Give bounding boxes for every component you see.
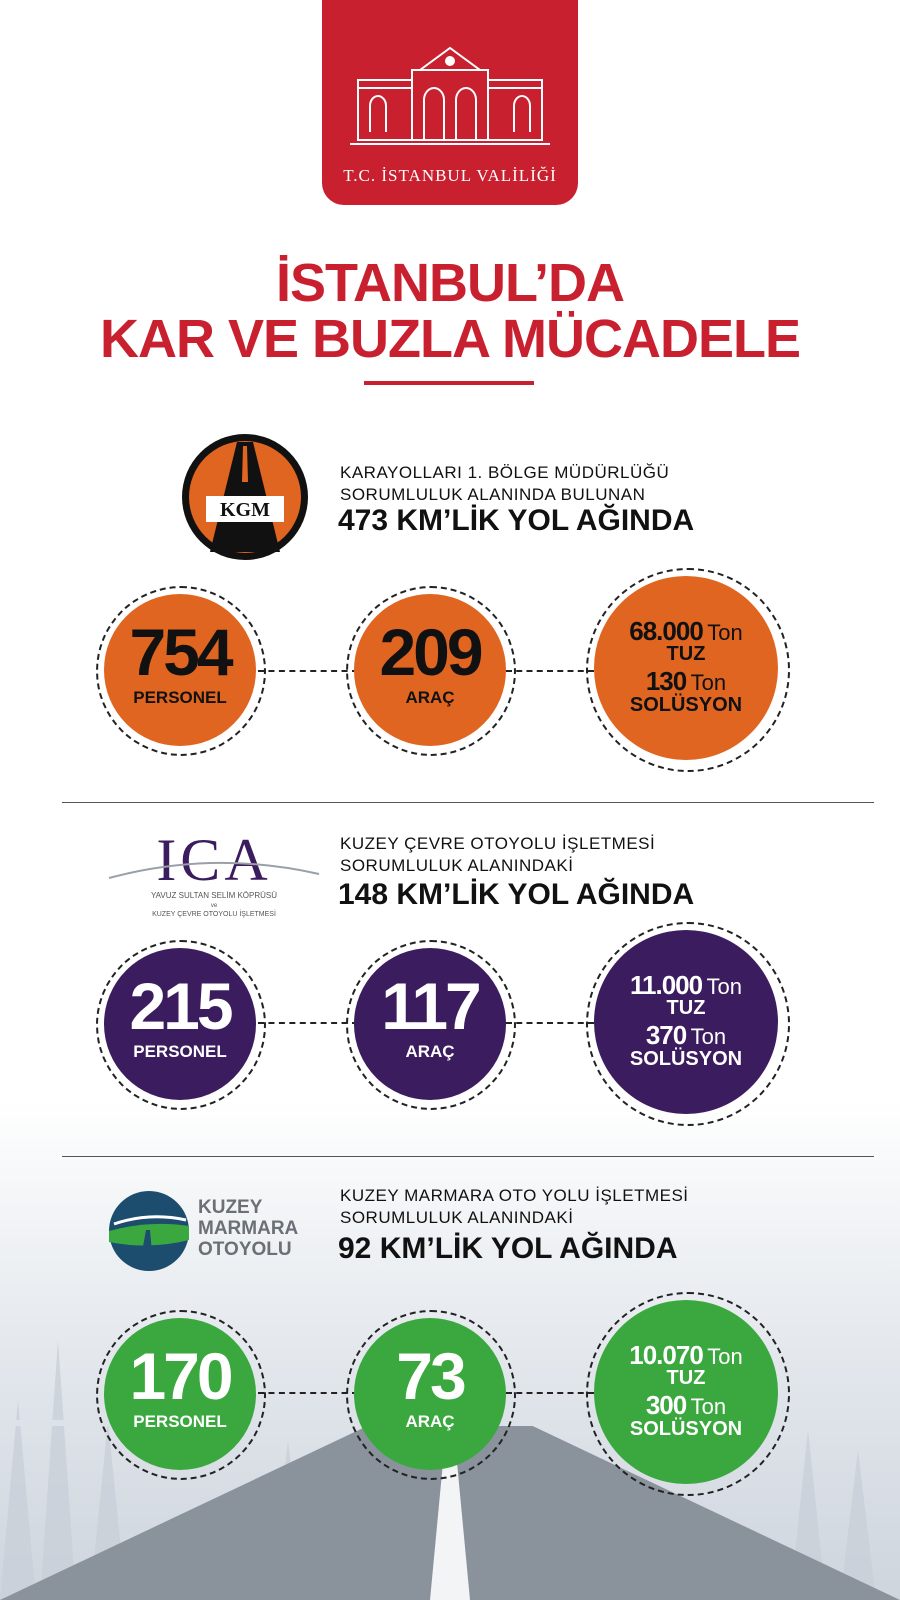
section3-connector-1 xyxy=(258,1392,358,1394)
section3-vehicles-value: 73 xyxy=(396,1339,464,1413)
section1-vehicles-circle xyxy=(354,594,506,746)
section2-vehicles-label: ARAÇ xyxy=(405,1042,455,1061)
section1-salt-value: 68.000 xyxy=(629,616,703,646)
kmo-logo-icon xyxy=(108,1190,308,1272)
section3-personnel-circle xyxy=(104,1318,256,1470)
ica-logo-sub3: KUZEY ÇEVRE OTOYOLU İŞLETMESİ xyxy=(152,911,276,918)
section1-vehicles-value: 209 xyxy=(379,615,481,689)
section2-solution-label: SOLÜSYON xyxy=(629,1048,743,1070)
kgm-logo-text: KGM xyxy=(220,499,270,521)
section1-solution-label: SOLÜSYON xyxy=(629,694,743,716)
section2-salt-label: TUZ xyxy=(666,997,706,1019)
section2-materials-circle xyxy=(594,930,778,1114)
section2-solution-line xyxy=(594,1020,778,1051)
governorship-badge xyxy=(322,0,578,205)
section1-org-line2: SORUMLULUK ALANINDA BULUNAN xyxy=(340,485,646,504)
section1-personnel-value: 754 xyxy=(129,615,231,689)
section2-salt-unit: Ton xyxy=(706,974,743,999)
section1-solution-value: 130 xyxy=(645,666,687,696)
section2-solution-unit: Ton xyxy=(690,1024,727,1049)
section3-vehicles-label: ARAÇ xyxy=(405,1412,455,1431)
section3-personnel-value: 170 xyxy=(129,1339,231,1413)
section2-connector-1 xyxy=(258,1022,358,1024)
section-divider xyxy=(62,1156,874,1157)
section1-solution-unit: Ton xyxy=(690,670,727,695)
section3-materials-circle xyxy=(594,1300,778,1484)
section2-org-line2: SORUMLULUK ALANINDAKİ xyxy=(340,856,574,875)
section3-org-line2: SORUMLULUK ALANINDAKİ xyxy=(340,1208,574,1227)
section2-connector-2 xyxy=(506,1022,594,1024)
section2-personnel-circle xyxy=(104,948,256,1100)
ica-logo-sub2: ve xyxy=(210,903,218,909)
section1-solution-line xyxy=(594,666,778,697)
section2-vehicles-value: 117 xyxy=(381,969,479,1043)
section3-solution-line xyxy=(594,1390,778,1421)
section3-vehicles-circle xyxy=(354,1318,506,1470)
section2-org-line1: KUZEY ÇEVRE OTOYOLU İŞLETMESİ xyxy=(340,834,656,853)
section1-connector-2 xyxy=(506,670,594,672)
section3-solution-label: SOLÜSYON xyxy=(629,1418,743,1440)
section2-salt-value: 11.000 xyxy=(629,970,703,1000)
ica-logo-text: ICA xyxy=(156,830,272,893)
section2-personnel-label: PERSONEL xyxy=(133,1042,227,1061)
governorship-building-icon xyxy=(350,40,550,150)
section1-connector-1 xyxy=(258,670,358,672)
ica-logo-icon xyxy=(104,830,324,920)
page-title-line2: KAR VE BUZLA MÜCADELE xyxy=(100,309,800,369)
section1-personnel-label: PERSONEL xyxy=(133,688,227,707)
section1-org-line1: KARAYOLLARI 1. BÖLGE MÜDÜRLÜĞÜ xyxy=(340,463,670,482)
section3-personnel-label: PERSONEL xyxy=(133,1412,227,1431)
section-divider xyxy=(62,802,874,803)
section3-solution-value: 300 xyxy=(645,1390,687,1420)
page-title-line1: İSTANBUL’DA xyxy=(276,253,624,313)
kmo-logo-line3: OTOYOLU xyxy=(198,1239,292,1260)
section1-km-line: 473 KM’LİK YOL AĞINDA xyxy=(338,504,695,537)
section1-salt-unit: Ton xyxy=(707,620,743,645)
kmo-logo-line1: KUZEY xyxy=(198,1197,263,1218)
section1-materials-circle xyxy=(594,576,778,760)
section1-personnel-circle xyxy=(104,594,256,746)
section2-personnel-value: 215 xyxy=(129,969,231,1043)
section3-salt-unit: Ton xyxy=(707,1344,743,1369)
kgm-logo-icon xyxy=(180,432,310,562)
institution-name: T.C. İSTANBUL VALİLİĞİ xyxy=(343,166,557,185)
section2-solution-value: 370 xyxy=(645,1020,687,1050)
ica-logo-sub1: YAVUZ SULTAN SELİM KÖPRÜSÜ xyxy=(150,891,278,900)
section2-vehicles-circle xyxy=(354,948,506,1100)
section1-vehicles-label: ARAÇ xyxy=(405,688,455,707)
section1-salt-label: TUZ xyxy=(666,643,706,665)
section3-km-line: 92 KM’LİK YOL AĞINDA xyxy=(338,1232,678,1265)
section3-connector-2 xyxy=(506,1392,594,1394)
kmo-logo-line2: MARMARA xyxy=(198,1218,299,1239)
title-divider xyxy=(364,381,534,385)
section2-km-line: 148 KM’LİK YOL AĞINDA xyxy=(338,878,695,911)
section3-salt-label: TUZ xyxy=(666,1367,706,1389)
section3-solution-unit: Ton xyxy=(690,1394,727,1419)
section3-salt-value: 10.070 xyxy=(629,1340,703,1370)
section3-org-line1: KUZEY MARMARA OTO YOLU İŞLETMESİ xyxy=(340,1186,689,1205)
